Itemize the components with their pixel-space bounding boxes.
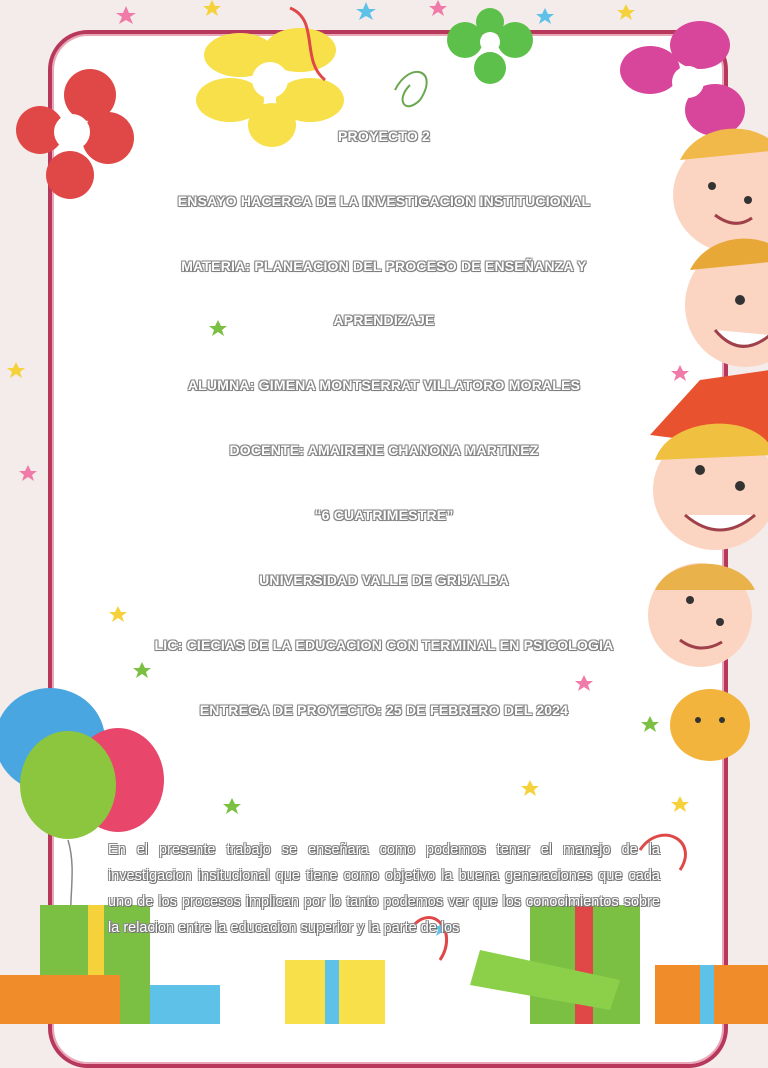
delivery-date: ENTREGA DE PROYECTO: 25 DE FEBRERO DEL 2024 [199,702,569,718]
intro-paragraph: En el presente trabajo se enseñara como podemos tener el manejo de la investigacion insitucional que tiene como objetivo la buena generaciones que cada uno de los procesos implican por lo tanto podemos ver que los conocimientos sobre la relacion entre la educacion superior y la parte de los [108,841,660,936]
flower-yellow [196,8,344,147]
student-name: ALUMNA: GIMENA MONTSERRAT VILLATORO MORALES [187,377,581,393]
subject-line-1: MATERIA: PLANEACION DEL PROCESO DE ENSEÑANZA Y [181,258,587,274]
university-name: UNIVERSIDAD VALLE DE GRIJALBA [259,572,509,588]
essay-title: ENSAYO HACERCA DE LA INVESTIGACION INSTITUCIONAL [177,193,591,209]
subject-line-2: APRENDIZAJE [333,312,435,328]
flower-pink [620,21,745,136]
flower-green [395,8,533,106]
teacher-name: DOCENTE: AMAIRENE CHANONA MARTINEZ [229,442,539,458]
term: “6 CUATRIMESTRE” [314,507,454,523]
project-number: PROYECTO 2 [338,128,430,144]
degree-name: LIC: CIECIAS DE LA EDUCACION CON TERMINAL EN PSICOLOGIA [154,637,614,653]
